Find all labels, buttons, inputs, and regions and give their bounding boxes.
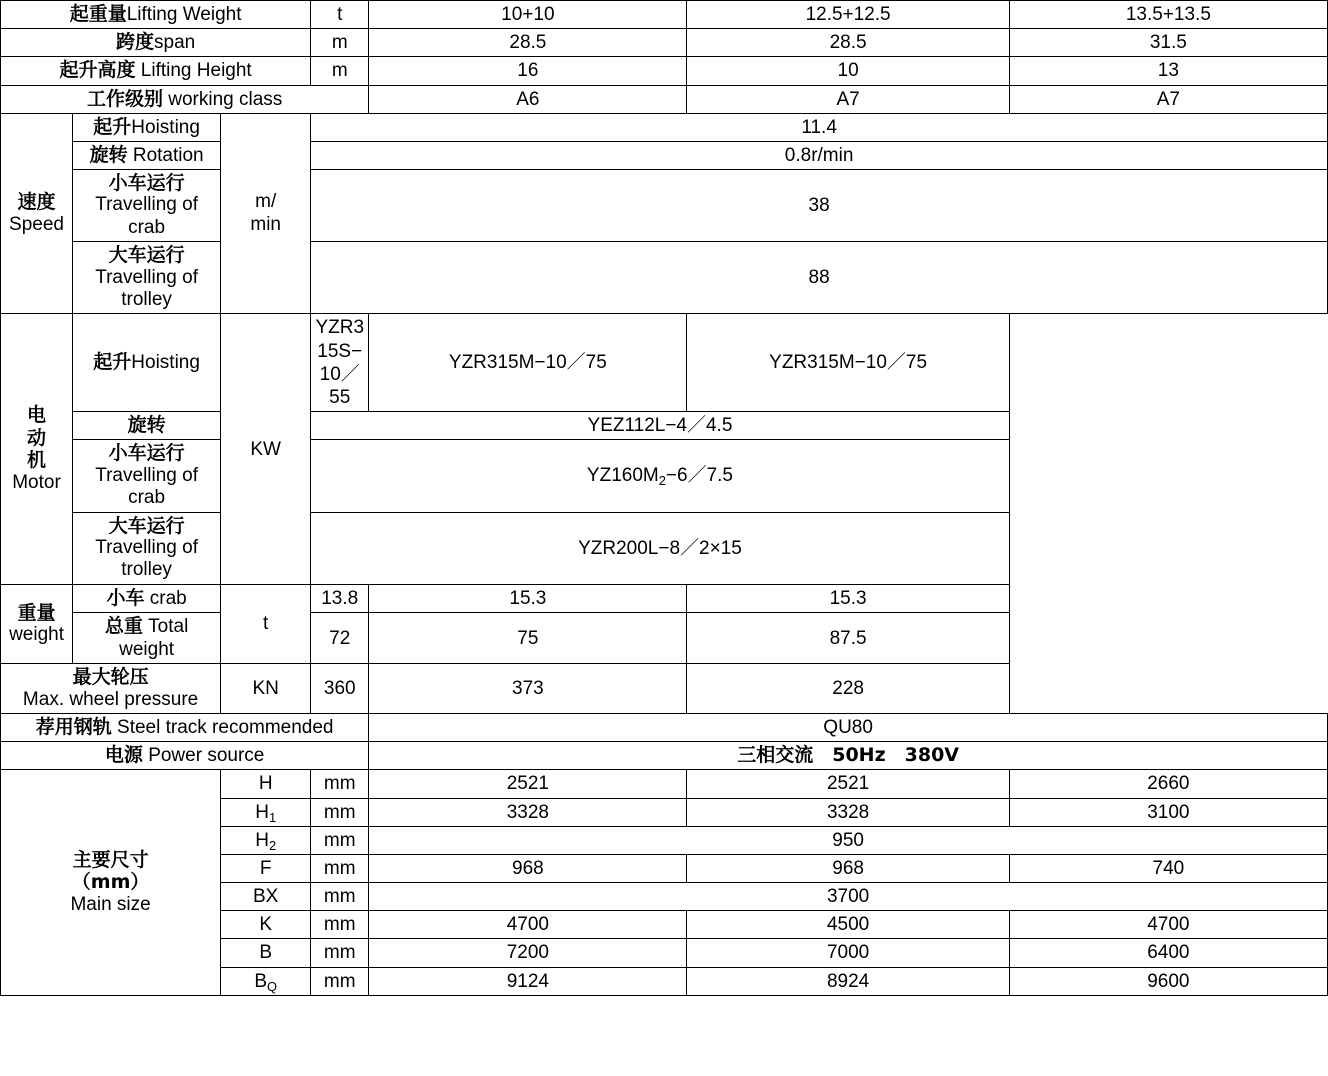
- cell-value: 31.5: [1009, 29, 1327, 57]
- cell-value: 72: [311, 612, 369, 663]
- row-label-weight-crab: 小车 crab: [73, 584, 221, 612]
- row-unit-lifting-height: m: [311, 57, 369, 85]
- table-row: [1, 612, 1328, 663]
- table-row: [1, 113, 1328, 141]
- row-unit-h1: mm: [311, 798, 369, 826]
- cell-value: 28.5: [369, 29, 687, 57]
- row-symbol-h2: $H_2$: [221, 826, 311, 854]
- row-label-lifting-weight: 起重量Lifting Weight: [1, 1, 311, 29]
- cell-value: 4700: [369, 911, 687, 939]
- row-label-wheel-pressure: 最大轮压 Max. wheel pressure: [1, 664, 221, 714]
- cell-value: 28.5: [687, 29, 1009, 57]
- row-label-lifting-height: 起升高度 Lifting Height: [1, 57, 311, 85]
- table-row: [1, 742, 1328, 770]
- cell-value: 9124: [369, 967, 687, 995]
- row-unit-bx: mm: [311, 883, 369, 911]
- group-label-main-size: 主要尺寸 （mm） Main size: [1, 770, 221, 995]
- table-row: [1, 314, 1328, 412]
- table-row: [1, 440, 1328, 512]
- cell-value: A6: [369, 85, 687, 113]
- cell-value: 10+10: [369, 1, 687, 29]
- row-symbol-bx: BX: [221, 883, 311, 911]
- row-label-motor-trolley: 大车运行 Travelling of trolley: [73, 512, 221, 584]
- cell-value: 3700: [369, 883, 1328, 911]
- row-label-working-class: 工作级别 working class: [1, 85, 369, 113]
- row-unit-span: m: [311, 29, 369, 57]
- table-row: [1, 1, 1328, 29]
- cell-value: YZR315S−10／55: [311, 314, 369, 412]
- table-row: [1, 29, 1328, 57]
- cell-value: 4500: [687, 911, 1009, 939]
- cell-value: 360: [311, 664, 369, 714]
- table-row: [1, 770, 1328, 798]
- cell-value: YZR315M−10／75: [369, 314, 687, 412]
- cell-value: 7200: [369, 939, 687, 967]
- table-row: [1, 714, 1328, 742]
- row-symbol-bq: $B_Q$: [221, 967, 311, 995]
- row-label-steel-track: 荐用钢轨 Steel track recommended: [1, 714, 369, 742]
- row-unit-lifting-weight: t: [311, 1, 369, 29]
- cell-value: 2521: [369, 770, 687, 798]
- cell-value: QU80: [369, 714, 1328, 742]
- cell-value: 968: [687, 854, 1009, 882]
- cell-value: 8924: [687, 967, 1009, 995]
- row-symbol-h: H: [221, 770, 311, 798]
- cell-value: 9600: [1009, 967, 1327, 995]
- row-symbol-k: K: [221, 911, 311, 939]
- group-label-speed: 速度 Speed: [1, 113, 73, 314]
- cell-value: 740: [1009, 854, 1327, 882]
- table-row: [1, 512, 1328, 584]
- row-unit-bq: mm: [311, 967, 369, 995]
- row-label-span: 跨度span: [1, 29, 311, 57]
- row-label-weight-total: 总重 Total weight: [73, 612, 221, 663]
- cell-value: 15.3: [687, 584, 1009, 612]
- cell-value: 3100: [1009, 798, 1327, 826]
- row-unit-b: mm: [311, 939, 369, 967]
- table-row: [1, 57, 1328, 85]
- cell-value: 0.8r/min: [311, 141, 1328, 169]
- row-unit-speed: m/ min: [221, 113, 311, 314]
- row-label-speed-trolley: 大车运行 Travelling of trolley: [73, 242, 221, 314]
- cell-value: A7: [687, 85, 1009, 113]
- cell-value: 2660: [1009, 770, 1327, 798]
- cell-value: 2521: [687, 770, 1009, 798]
- table-row: [1, 170, 1328, 242]
- cell-value: 16: [369, 57, 687, 85]
- row-label-speed-crab: 小车运行 Travelling of crab: [73, 170, 221, 242]
- row-symbol-f: F: [221, 854, 311, 882]
- cell-value: YZR315M−10／75: [687, 314, 1009, 412]
- cell-value: 950: [369, 826, 1328, 854]
- cell-value: 10: [687, 57, 1009, 85]
- cell-value: 7000: [687, 939, 1009, 967]
- cell-value: 3328: [687, 798, 1009, 826]
- cell-value: 373: [369, 664, 687, 714]
- row-unit-motor: KW: [221, 314, 311, 584]
- cell-value: 228: [687, 664, 1009, 714]
- cell-value: 4700: [1009, 911, 1327, 939]
- cell-value: 3328: [369, 798, 687, 826]
- row-label-speed-rotation: 旋转 Rotation: [73, 141, 221, 169]
- cell-value: 13.8: [311, 584, 369, 612]
- cell-value: 75: [369, 612, 687, 663]
- row-label-motor-crab: 小车运行 Travelling of crab: [73, 440, 221, 512]
- cell-value: 87.5: [687, 612, 1009, 663]
- cell-value: 6400: [1009, 939, 1327, 967]
- cell-value: 三相交流 50Hz 380V: [369, 742, 1328, 770]
- cell-value: 88: [311, 242, 1328, 314]
- row-label-motor-rotation: 旋转: [73, 412, 221, 440]
- row-label-power-source: 电源 Power source: [1, 742, 369, 770]
- table-row: [1, 85, 1328, 113]
- cell-value: 15.3: [369, 584, 687, 612]
- row-symbol-h1: $H_1$: [221, 798, 311, 826]
- row-unit-h2: mm: [311, 826, 369, 854]
- table-row: [1, 412, 1328, 440]
- cell-value: $YZ160M_2-6/7.5$: [311, 440, 1010, 512]
- cell-value: 38: [311, 170, 1328, 242]
- cell-value: 12.5+12.5: [687, 1, 1009, 29]
- cell-value: A7: [1009, 85, 1327, 113]
- row-symbol-b: B: [221, 939, 311, 967]
- row-unit-weight: t: [221, 584, 311, 664]
- row-unit-k: mm: [311, 911, 369, 939]
- table-row: [1, 242, 1328, 314]
- row-unit-f: mm: [311, 854, 369, 882]
- row-label-speed-hoisting: 起升Hoisting: [73, 113, 221, 141]
- group-label-motor: 电 动 机 Motor: [1, 314, 73, 584]
- row-label-motor-hoisting: 起升Hoisting: [73, 314, 221, 412]
- table-row: [1, 664, 1328, 714]
- cell-value: YZR200L−8／2×15: [311, 512, 1010, 584]
- group-label-weight: 重量 weight: [1, 584, 73, 664]
- cell-value: 13: [1009, 57, 1327, 85]
- cell-value: 968: [369, 854, 687, 882]
- cell-value: 13.5+13.5: [1009, 1, 1327, 29]
- cell-value: YEZ112L−4／4.5: [311, 412, 1010, 440]
- row-unit-h: mm: [311, 770, 369, 798]
- table-row: [1, 584, 1328, 612]
- cell-value: 11.4: [311, 113, 1328, 141]
- table-row: [1, 141, 1328, 169]
- row-unit-wheel-pressure: KN: [221, 664, 311, 714]
